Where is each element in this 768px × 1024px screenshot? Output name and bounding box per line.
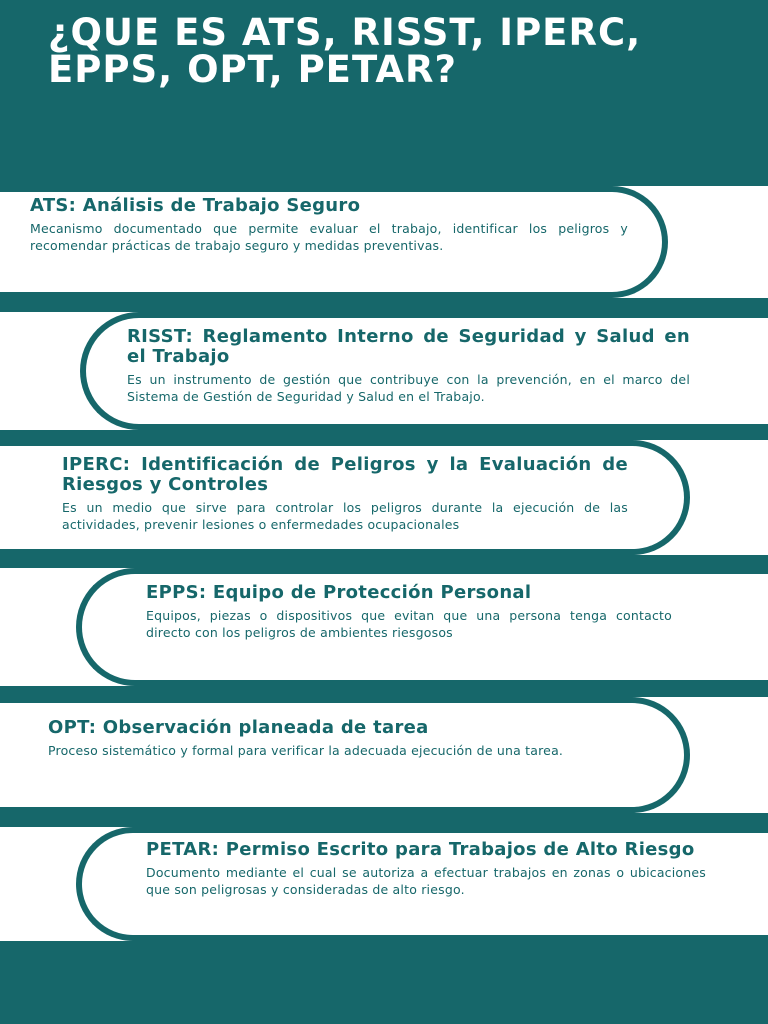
section-description: Documento mediante el cual se autoriza a efectuar trabajos en zonas o ubicaciones que son peligrosas y consideradas de alto riesgo. (146, 865, 706, 897)
section-iperc (62, 455, 628, 533)
section-description: Equipos, piezas o dispositivos que evitan que una persona tenga contacto directo con los peligros de ambientes riesgosos (146, 608, 672, 640)
section-description: Mecanismo documentado que permite evaluar el trabajo, identificar los peligros y recomendar prácticas de trabajo seguro y medidas preventivas. (30, 221, 628, 253)
section-heading: PETAR: Permiso Escrito para Trabajos de Alto Riesgo (146, 839, 695, 860)
section-description: Es un instrumento de gestión que contribuye con la prevención, en el marco del Sistema de Gestión de Seguridad y Salud en el Trabajo. (127, 372, 690, 404)
section-heading: OPT: Observación planeada de tarea (48, 717, 429, 738)
section-opt (48, 718, 642, 759)
page-title: ¿QUE ES ATS, RISST, IPERC, EPPS, OPT, PETAR? (48, 11, 642, 91)
section-heading: ATS: Análisis de Trabajo Seguro (30, 195, 361, 216)
section-epps (146, 583, 672, 641)
section-heading: IPERC: Identificación de Peligros y la Evaluación de Riesgos y Controles (62, 454, 628, 495)
section-risst (127, 327, 690, 405)
section-heading: RISST: Reglamento Interno de Seguridad y Salud en el Trabajo (127, 326, 690, 367)
section-description: Es un medio que sirve para controlar los peligros durante la ejecución de las actividades, prevenir lesiones o enfermedades ocupacionales (62, 500, 628, 532)
section-ats (30, 196, 628, 254)
section-petar (146, 840, 706, 898)
section-heading: EPPS: Equipo de Protección Personal (146, 582, 532, 603)
section-description: Proceso sistemático y formal para verificar la adecuada ejecución de una tarea. (48, 743, 564, 758)
